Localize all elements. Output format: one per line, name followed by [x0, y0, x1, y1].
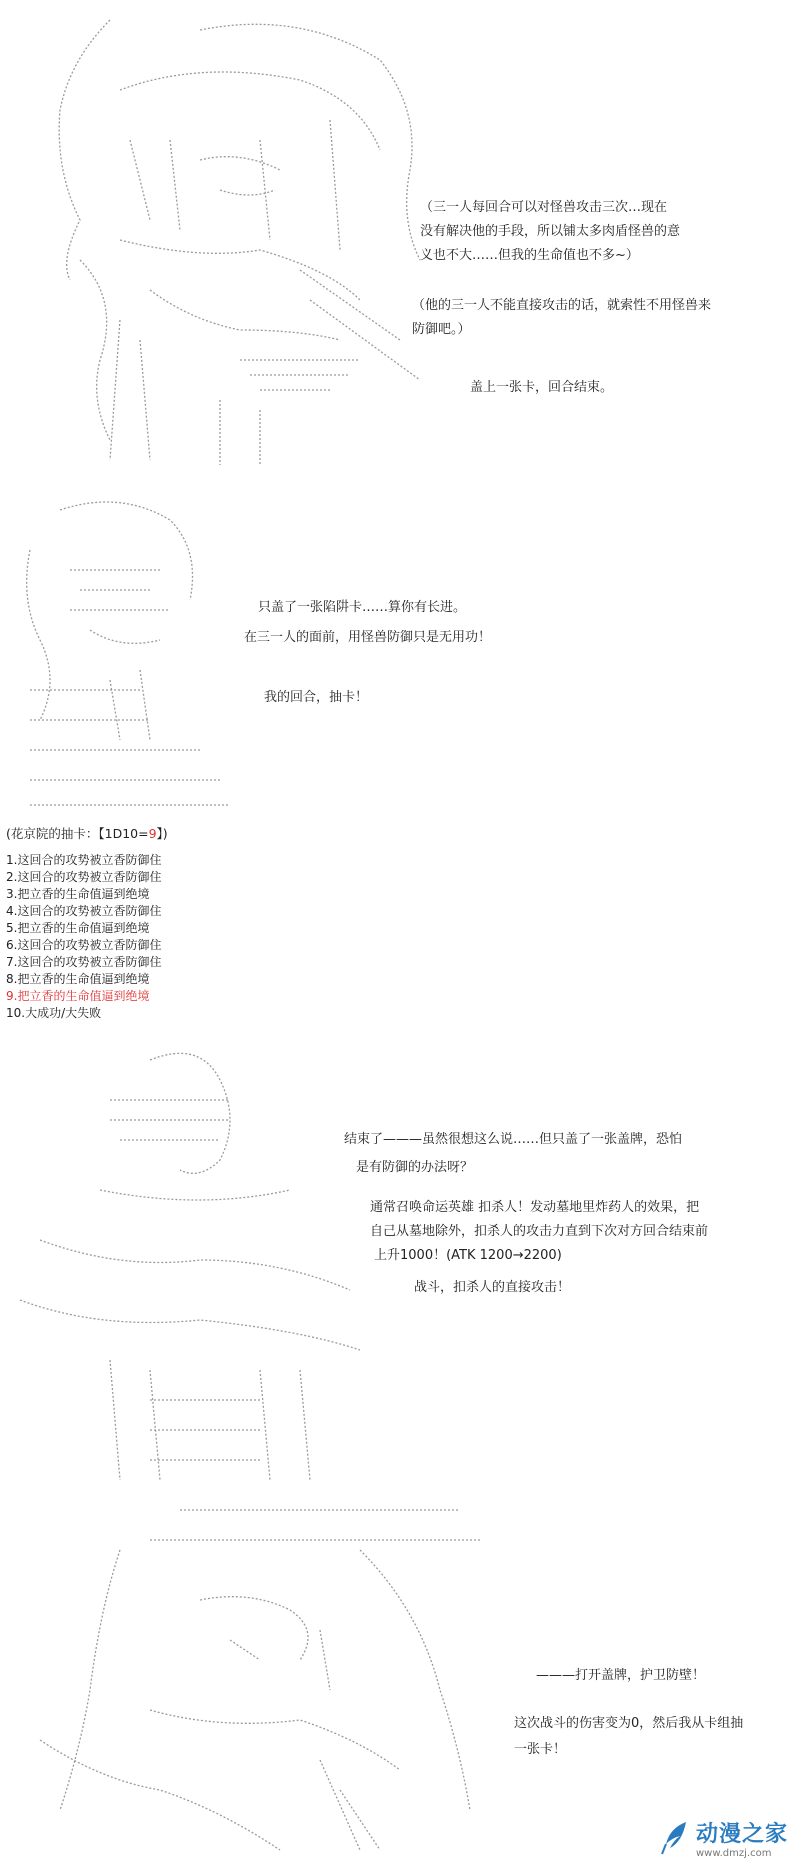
dialogue-line: 这次战斗的伤害变为0，然后我从卡组抽 — [514, 1716, 744, 1731]
quill-logo-icon — [660, 1820, 690, 1856]
dialogue-line: 在三一人的面前，用怪兽防御只是无用功！ — [244, 630, 492, 645]
roll-option: 5.把立香的生命值逼到绝境 — [6, 921, 150, 935]
dialogue-line: 结束了———虽然很想这么说……但只盖了一张盖牌，恐怕 — [344, 1132, 683, 1147]
dialogue-line: （三一人每回合可以对怪兽攻击三次…现在 — [420, 200, 668, 215]
dialogue-line: 上升1000！(ATK 1200→2200) — [374, 1248, 562, 1263]
ascii-art-character-4 — [0, 1490, 480, 1860]
dice-roll-suffix: 】) — [156, 826, 168, 841]
dialogue-line: 防御吧。） — [412, 322, 471, 337]
roll-option: 7.这回合的攻势被立香防御住 — [6, 955, 162, 969]
roll-option: 2.这回合的攻势被立香防御住 — [6, 870, 162, 884]
dice-roll-prefix: (花京院的抽卡：【1D10= — [6, 826, 149, 841]
roll-option: 1.这回合的攻势被立香防御住 — [6, 853, 162, 867]
dialogue-line: 只盖了一张陷阱卡……算你有长进。 — [258, 600, 467, 615]
dialogue-line: 义也不大……但我的生命值也不多~） — [420, 248, 639, 263]
dialogue-line: 是有防御的办法呀？ — [356, 1160, 474, 1175]
dialogue-line: ———打开盖牌，护卫防壁！ — [536, 1668, 706, 1683]
dialogue-line: 我的回合，抽卡！ — [264, 690, 369, 705]
panel-1 — [0, 0, 800, 480]
dialogue-line: 盖上一张卡，回合结束。 — [470, 380, 614, 395]
dialogue-line: 通常召唤命运英雄 扣杀人！发动墓地里炸药人的效果，把 — [370, 1200, 700, 1215]
dialogue-line: 没有解决他的手段，所以铺太多肉盾怪兽的意 — [420, 224, 681, 239]
roll-option: 4.这回合的攻势被立香防御住 — [6, 904, 162, 918]
dialogue-line: （他的三一人不能直接攻击的话，就索性不用怪兽来 — [412, 298, 712, 313]
dice-roll-value: 9 — [148, 826, 157, 841]
watermark-name: 动漫之家 — [695, 1822, 788, 1847]
roll-option: 6.这回合的攻势被立香防御住 — [6, 938, 162, 952]
roll-option: 10.大成功/大失败 — [6, 1006, 102, 1020]
watermark-url: www.dmzj.com — [695, 1848, 772, 1859]
watermark-text — [696, 1817, 788, 1859]
roll-option: 3.把立香的生命值逼到绝境 — [6, 887, 150, 901]
ascii-art-character-3 — [0, 1040, 400, 1480]
dice-roll-title — [6, 824, 168, 842]
panel-3 — [0, 1040, 800, 1500]
roll-option-list — [6, 852, 161, 1022]
roll-option: 9.把立香的生命值逼到绝境 — [6, 989, 150, 1003]
panel-4 — [0, 1490, 800, 1871]
site-watermark — [660, 1817, 788, 1859]
dialogue-line: 战斗，扣杀人的直接攻击！ — [414, 1280, 571, 1295]
dialogue-line: 自己从墓地除外，扣杀人的攻击力直到下次对方回合结束前 — [370, 1224, 709, 1239]
ascii-art-character-2 — [0, 490, 260, 820]
roll-option: 8.把立香的生命值逼到绝境 — [6, 972, 150, 986]
dialogue-line: 一张卡！ — [514, 1742, 567, 1757]
ascii-art-character-1 — [0, 0, 480, 470]
